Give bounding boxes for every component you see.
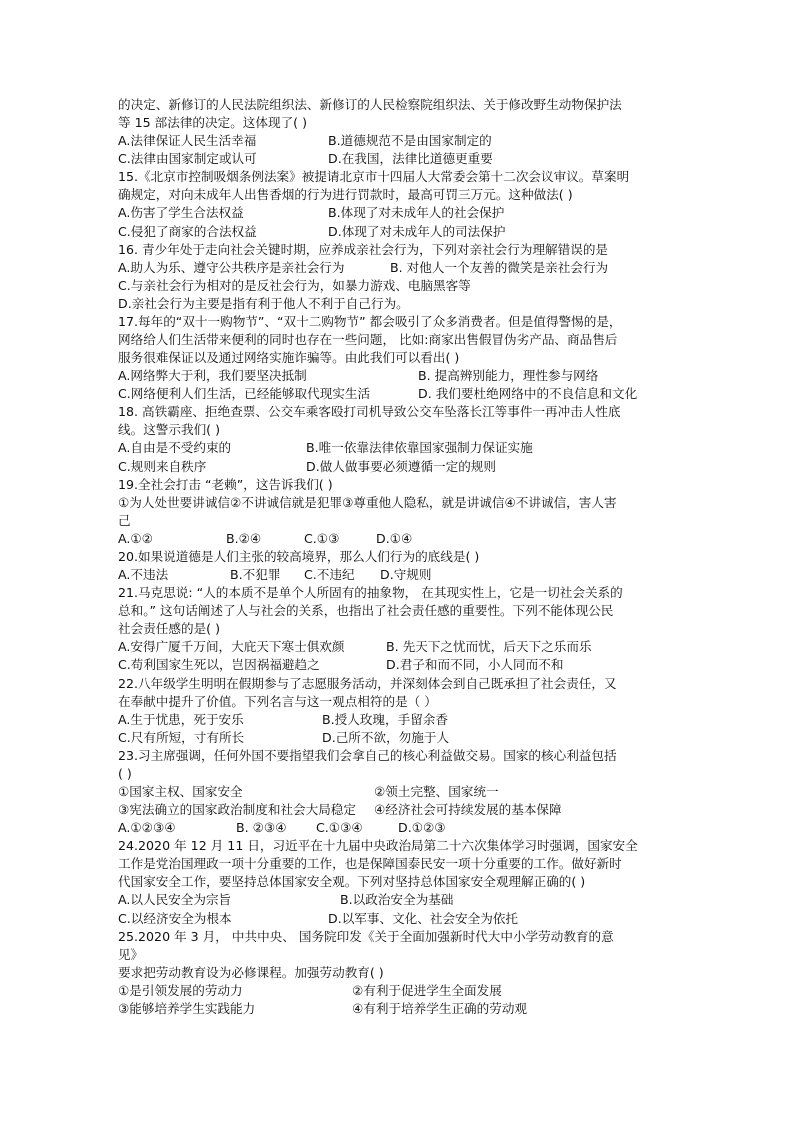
option-text: D.①②③ [398,820,446,836]
option-text: B. 提高辨别能力，理性参与网络 [418,368,599,384]
option-text: B. ②③④ [236,820,287,836]
text-line: ( ) [118,765,132,781]
option-text: B.唯一依靠法律依靠国家强制力保证实施 [306,440,533,456]
text-line [118,656,684,674]
text-line [118,982,684,1000]
option-text: ①是引领发展的劳动力 [118,982,243,998]
text-line: 总和。” 这句话阐述了人与社会的关系，也指出了社会责任感的重要性。下列不能体现公民 [118,603,614,619]
text-line: 工作是党治国理政一项十分重要的工作，也是保障国泰民安一项十分重要的工作。做好新时 [118,856,622,872]
text-line: 见》 [118,946,144,962]
exam-page [118,96,684,1018]
option-text: B.道德规范不是由国家制定的 [328,133,492,149]
option-text: A.助人为乐、遵守公共秩序是亲社会行为 [118,259,345,275]
text-line: 服务很难保证以及通过网络实施诈骗等。由此我们可以看出( ) [118,350,460,366]
option-text: ①国家主权、国家安全 [118,783,243,799]
text-line: C.与亲社会行为相对的是反社会行为，如暴力游戏、电脑黑客等 [118,277,471,293]
option-text: A.自由是不受约束的 [118,440,232,456]
option-text: A.安得广厦千万间，大庇天下寒士俱欢颜 [118,639,345,655]
text-line [118,801,684,819]
text-line [118,819,684,837]
text-line [118,458,684,476]
option-text: D.做人做事要必须遵循一定的规则 [306,458,497,474]
option-text: B.授人玫瑰，手留余香 [322,711,448,727]
text-line: 24.2020 年 12 月 11 日，习近平在十九届中央政治局第二十六次集体学习时强调，国家安全 [118,838,638,854]
text-line: 己 [118,512,131,528]
option-text: C.不违纪 [304,567,355,583]
text-line: 16. 青少年处于走向社会关键时期，应养成亲社会行为，下列对亲社会行为理解错误的是 [118,241,609,257]
option-text: B.②④ [226,530,262,546]
option-text: A.伤害了学生合法权益 [118,205,244,221]
text-line [118,439,684,457]
option-text: C.侵犯了商家的合法权益 [118,223,257,239]
text-line: 在奉献中提升了价值。下列名言与这一观点相符的是（ ） [118,693,437,709]
option-text: ②领土完整、国家统一 [374,783,499,799]
option-text: A.①② [118,530,153,546]
text-line: 17.每年的“双十一购物节”、“双十二购物节” 都会吸引了众多消费者。但是值得警惕的是， [118,313,622,329]
text-line [118,711,684,729]
text-line: 代国家安全工作，要坚持总体国家安全观。下列对坚持总体国家安全观理解正确的( ) [118,874,586,890]
text-line [118,259,684,277]
text-line [118,367,684,385]
text-line [118,891,684,909]
option-text: C.苟利国家生死以，岂因祸福避趋之 [118,657,320,673]
text-line: 确规定，对向未成年人出售香烟的行为进行罚款时，最高可罚三万元。这种做法( ) [118,187,573,203]
text-line [118,566,684,584]
text-line: 网络给人们生活带来便利的同时也存在一些问题， 比如:商家出售假冒伪劣产品、商品售后 [118,332,618,348]
option-text: ④经济社会可持续发展的基本保障 [374,802,562,818]
text-line [118,638,684,656]
text-line [118,132,684,150]
option-text: ③能够培养学生实践能力 [118,1000,256,1016]
option-text: A.以人民安全为宗旨 [118,892,232,908]
option-text: D.己所不欲，勿施于人 [322,729,450,745]
text-line: 要求把劳动教育设为必修课程。加强劳动教育( ) [118,964,384,980]
text-line [118,1000,684,1018]
option-text: B.以政治安全为基础 [340,892,454,908]
text-line [118,530,684,548]
option-text: C.网络便利人们生活，已经能够取代现实生活 [118,386,371,402]
option-text: D.君子和而不同，小人同而不和 [386,657,564,673]
option-text: C.尺有所短，寸有所长 [118,729,245,745]
option-text: ③宪法确立的国家政治制度和社会大局稳定 [118,802,356,818]
option-text: A.不违法 [118,567,169,583]
option-text: A.①②③④ [118,820,176,836]
text-line [118,783,684,801]
option-text: D.体现了对未成年人的司法保护 [328,223,506,239]
option-text: A.生于忧患，死于安乐 [118,711,244,727]
option-text: D.以军事、文化、社会安全为依托 [328,910,519,926]
text-line: 23.习主席强调，任何外国不要指望我们会拿自己的核心利益做交易。国家的核心利益包括 [118,747,617,763]
text-line: ①为人处世要讲诚信②不讲诚信就是犯罪③尊重他人隐私，就是讲诚信④不讲诚信，害人害 [118,494,617,510]
text-line: 的决定、新修订的人民法院组织法、新修订的人民检察院组织法、关于修改野生动物保护法 [118,97,622,112]
text-line: 21.马克思说: “人的本质不是单个人所固有的抽象物， 在其现实性上，它是一切社会关系的 [118,585,623,601]
option-text: A.法律保证人民生活幸福 [118,133,257,149]
option-text: ④有利于培养学生正确的劳动观 [352,1000,528,1016]
option-text: C.法律由国家制定或认可 [118,151,257,167]
text-line: 22.八年级学生明明在假期参与了志愿服务活动，并深刻体会到自己既承担了社会责任，又 [118,675,617,691]
option-text: D.守规则 [380,567,432,583]
text-line [118,150,684,168]
text-line: 等 15 部法律的决定。这体现了( ) [118,115,307,131]
text-line: D.亲社会行为主要是指有利于他人不利于自己行为。 [118,295,409,311]
text-line: 15.《北京市控制吸烟条例法案》被提请北京市十四届人大常委会第十二次会议审议。草案明 [118,169,630,185]
text-line [118,223,684,241]
option-text: C.规则来自秩序 [118,458,207,474]
text-line [118,385,684,403]
option-text: D.在我国，法律比道德更重要 [328,151,493,167]
text-line [118,729,684,747]
text-line: 社会责任感的是( ) [118,621,220,637]
text-line: 19.全社会打击 “老赖”，这告诉我们( ) [118,476,333,492]
option-text: C.以经济安全为根本 [118,910,232,926]
option-text: B.体现了对未成年人的社会保护 [328,205,505,221]
text-line: 线。这警示我们( ) [118,422,220,438]
option-text: C.①③ [304,530,340,546]
option-text: D. 我们要杜绝网络中的不良信息和文化 [418,386,638,402]
option-text: C.①③④ [316,820,363,836]
text-line [118,910,684,928]
text-line: 20.如果说道德是人们主张的较高境界，那么人们行为的底线是( ) [118,548,480,564]
option-text: ②有利于促进学生全面发展 [352,982,502,998]
text-line: 25.2020 年 3 月， 中共中央、 国务院印发《关于全面加强新时代大中小学劳动教育的意 [118,928,614,944]
option-text: B. 先天下之忧而忧，后天下之乐而乐 [386,639,592,655]
option-text: A.网络弊大于利，我们要坚决抵制 [118,368,307,384]
option-text: D.①④ [376,530,413,546]
option-text: B.不犯罪 [230,567,281,583]
text-line: 18. 高铁霸座、拒绝查票、公交车乘客殴打司机导致公交车坠落长江等事件一再冲击人性底 [118,404,621,420]
text-line [118,204,684,222]
option-text: B. 对他人一个友善的微笑是亲社会行为 [390,259,609,275]
